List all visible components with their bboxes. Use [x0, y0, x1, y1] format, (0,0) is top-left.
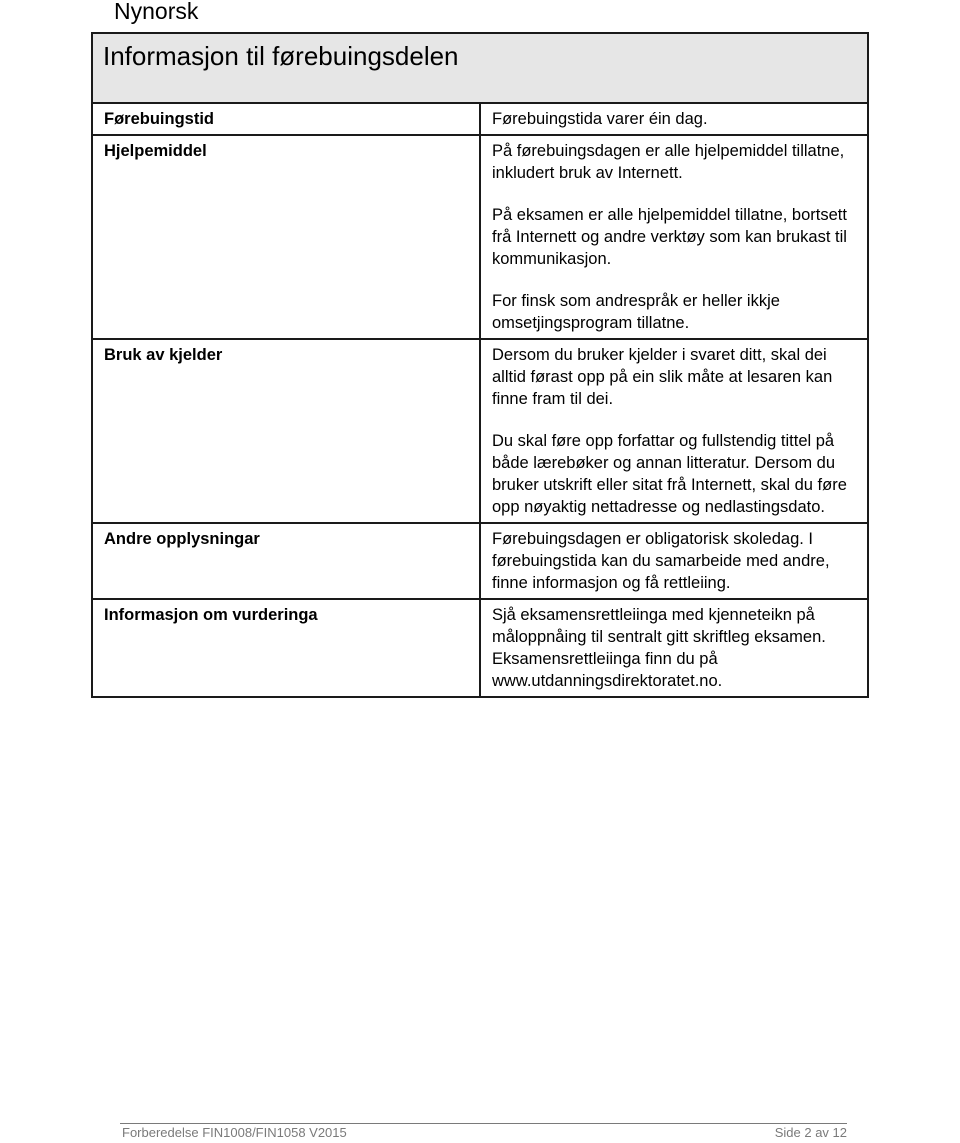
row-paragraph: For finsk som andrespråk er heller ikkje omsetjingsprogram tillatne.: [492, 292, 780, 332]
row-paragraph: Du skal føre opp forfattar og fullstendig tittel på både lærebøker og annan litteratur. Dersom du bruker utskrift eller sitat frå Internett, skal du føre opp nøyaktig nettadresse og nedlastingsdato.: [492, 432, 847, 516]
footer-document-id: Forberedelse FIN1008/FIN1058 V2015: [122, 1125, 347, 1140]
row-value: [480, 523, 868, 599]
info-table: [91, 32, 869, 698]
row-value: [480, 339, 868, 523]
row-paragraph: Sjå eksamensrettleiinga med kjenneteikn på måloppnåing til sentralt gitt skriftleg eksamen. Eksamensrettleiinga finn du på www.utdanningsdirektoratet.no.: [492, 606, 826, 690]
footer-divider: [120, 1123, 847, 1124]
table-row-andre-opplysningar: [92, 523, 868, 599]
table-row-bruk-av-kjelder: [92, 339, 868, 523]
row-paragraph: Førebuingstida varer éin dag.: [492, 110, 708, 128]
row-label: Hjelpemiddel: [92, 135, 480, 339]
row-label: Bruk av kjelder: [92, 339, 480, 523]
table-row-informasjon-om-vurderinga: [92, 599, 868, 697]
row-value: [480, 599, 868, 697]
row-label: Andre opplysningar: [92, 523, 480, 599]
table-title-row: [92, 33, 868, 103]
row-paragraph: Førebuingsdagen er obligatorisk skoledag. I førebuingstida kan du samarbeide med andre, finne informasjon og få rettleiing.: [492, 530, 830, 592]
row-label: Informasjon om vurderinga: [92, 599, 480, 697]
footer-page-number: Side 2 av 12: [774, 1125, 847, 1140]
row-label: Førebuingstid: [92, 103, 480, 135]
row-paragraph: På eksamen er alle hjelpemiddel tillatne, bortsett frå Internett og andre verktøy som kan brukast til kommunikasjon.: [492, 206, 847, 268]
row-paragraph: Dersom du bruker kjelder i svaret ditt, skal dei alltid førast opp på ein slik måte at lesaren kan finne fram til dei.: [492, 346, 833, 408]
language-heading: Nynorsk: [114, 0, 199, 24]
table-title: Informasjon til førebuingsdelen: [92, 33, 868, 103]
row-value: [480, 135, 868, 339]
table-row-hjelpemiddel: [92, 135, 868, 339]
table-row-forebuingstid: [92, 103, 868, 135]
row-paragraph: På førebuingsdagen er alle hjelpemiddel tillatne, inkludert bruk av Internett.: [492, 142, 845, 182]
row-value: [480, 103, 868, 135]
